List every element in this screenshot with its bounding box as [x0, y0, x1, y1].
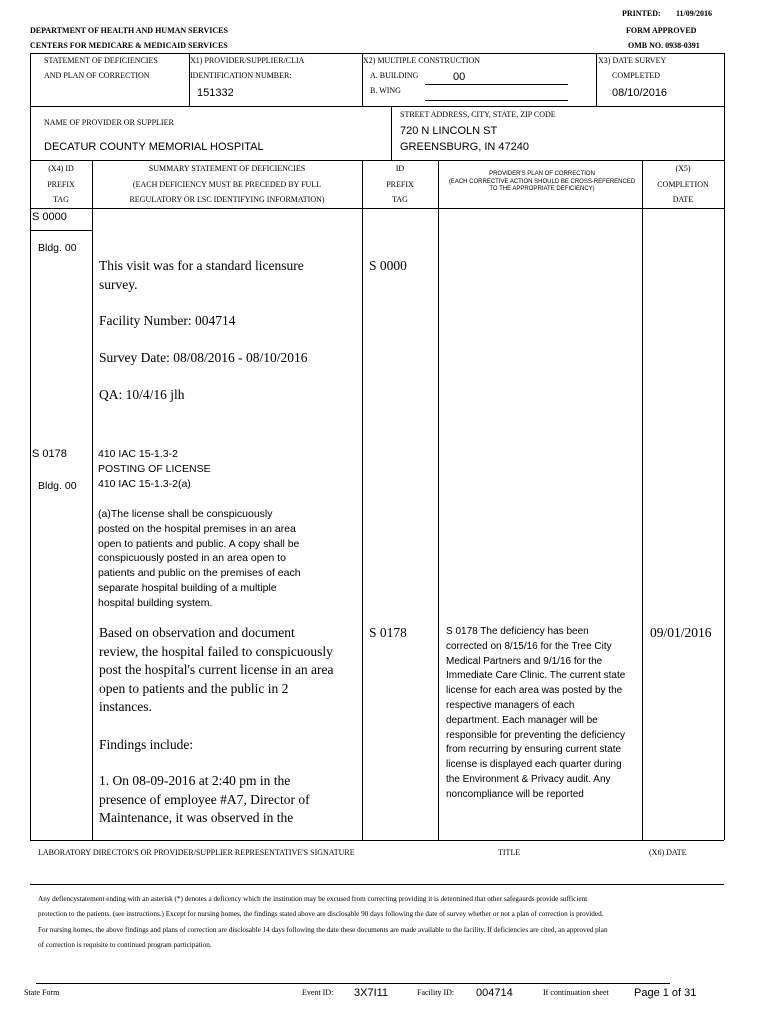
- statement-label-2: AND PLAN OF CORRECTION: [44, 71, 150, 80]
- printed-date: 11/09/2016: [676, 9, 713, 18]
- event-id-label: Event ID:: [302, 988, 334, 997]
- form-approved-label: FORM APPROVED: [626, 26, 697, 35]
- building-tag-2: Bldg. 00: [38, 480, 77, 492]
- building-value: 00: [453, 71, 466, 83]
- omb-number: OMB NO. 0938-0391: [628, 41, 700, 50]
- summary-header-2: (EACH DEFICIENCY MUST BE PRECEDED BY FULL: [132, 180, 322, 189]
- page-number: Page 1 of 31: [634, 987, 697, 999]
- facility-id-value: 004714: [476, 987, 513, 999]
- id-header-2: PREFIX: [386, 180, 414, 189]
- facility-id-label: Facility ID:: [417, 988, 455, 997]
- building-tag-1: Bldg. 00: [38, 242, 77, 254]
- findings-include: Findings include:: [99, 737, 194, 752]
- date-label: (X6) DATE: [649, 848, 687, 857]
- regulation-title: POSTING OF LICENSE: [98, 463, 211, 475]
- tag-prefix-1: S 0000: [32, 211, 67, 223]
- disclaimer-text: Any defiencystatement ending with an asterisk (*) denotes a deficency which the institution may be excused from correcting providing it is determined that other safegaurds provide sufficient protection to the patients. (see instructions.) Except for nursing homes, the findings stated above are disclosable 90 days following the date of survey whether or not a plan of correction is provided. For nursing homes, the above findings and plans of correction are disclosable 14 days following the date these documents are made available to the facility. If deficiencies are cited, an approved plan of correction is requisite to continued program participation.: [38, 895, 608, 949]
- centers-title: CENTERS FOR MEDICARE & MEDICAID SERVICES: [30, 41, 228, 50]
- qa-line: QA: 10/4/16 jlh: [99, 387, 185, 402]
- tag-prefix-2: S 0178: [32, 448, 67, 460]
- x5-header-1: (X5): [675, 164, 691, 173]
- title-label: TITLE: [498, 848, 521, 857]
- x5-header-2: COMPLETION: [657, 180, 709, 189]
- wing-label: B. WING: [370, 86, 401, 95]
- completion-date: 09/01/2016: [650, 625, 712, 640]
- facility-number: Facility Number: 004714: [99, 313, 236, 328]
- plan-of-correction: S 0178 The deficiency has been corrected on 8/15/16 for the Tree City Medical Partners and 9/1/16 for the Immediate Care Clinic. The current state license for each area was posted by the respective managers of each department. Each manager will be responsible for preventing the deficiency from recurring by ensuring current state license is displayed each quarter during the Environment & Privacy audit. Any noncompliance will be reported: [446, 626, 626, 800]
- x1-label: X1) PROVIDER/SUPPLIER/CLIA: [190, 56, 305, 65]
- summary-header-1: SUMMARY STATEMENT OF DEFICIENCIES: [148, 164, 306, 173]
- address-line-2: GREENSBURG, IN 47240: [400, 141, 529, 153]
- state-form-label: State Form: [24, 988, 60, 997]
- finding-text: Based on observation and document review, the hospital failed to conspicuously post the hospital's current license in an area open to patients and the public in 2 instances.: [99, 625, 334, 714]
- x4-header-3: TAG: [53, 195, 69, 204]
- provider-name: DECATUR COUNTY MEMORIAL HOSPITAL: [44, 141, 264, 153]
- id-tag-1: S 0000: [369, 258, 407, 273]
- id-tag-2: S 0178: [369, 625, 407, 640]
- plan-header-2: (EACH CORRECTIVE ACTION SHOULD BE CROSS-REFERENCED TO THE APPROPRIATE DEFICIENCY): [448, 179, 636, 192]
- address-label: STREET ADDRESS, CITY, STATE, ZIP CODE: [400, 110, 556, 119]
- visit-statement: This visit was for a standard licensure survey.: [99, 258, 304, 292]
- x3-label-2: COMPLETED: [612, 71, 660, 80]
- date-survey-completed: 08/10/2016: [612, 87, 668, 99]
- x4-header-2: PREFIX: [47, 180, 75, 189]
- x3-label: X3) DATE SURVEY: [598, 56, 667, 65]
- x5-header-3: DATE: [672, 195, 694, 204]
- survey-date: Survey Date: 08/08/2016 - 08/10/2016: [99, 350, 308, 365]
- event-id-value: 3X7I11: [354, 987, 389, 999]
- summary-header-3: REGULATORY OR LSC IDENTIFYING INFORMATION): [129, 195, 325, 204]
- printed-label: PRINTED:: [622, 9, 661, 18]
- x1-label-2: IDENTIFICATION NUMBER:: [190, 71, 292, 80]
- statement-label-1: STATEMENT OF DEFICIENCIES: [44, 56, 158, 65]
- x2-label: X2) MULTIPLE CONSTRUCTION: [363, 56, 481, 65]
- building-label: A. BUILDING: [370, 71, 419, 80]
- id-header-3: TAG: [392, 195, 408, 204]
- provider-name-label: NAME OF PROVIDER OR SUPPLIER: [44, 118, 174, 127]
- id-header-1: ID: [395, 164, 405, 173]
- department-title: DEPARTMENT OF HEALTH AND HUMAN SERVICES: [30, 26, 228, 35]
- provider-id-value: 151332: [197, 87, 234, 99]
- signature-label: LABORATORY DIRECTOR'S OR PROVIDER/SUPPLIER REPRESENTATIVE'S SIGNATURE: [38, 848, 355, 857]
- continuation-label: If continuation sheet: [543, 988, 609, 997]
- regulation-code: 410 IAC 15-1.3-2: [98, 448, 178, 460]
- finding-item-1: 1. On 08-09-2016 at 2:40 pm in the presence of employee #A7, Director of Maintenance, it was observed in the: [99, 773, 310, 825]
- regulation-subsection: 410 IAC 15-1.3-2(a): [98, 478, 191, 490]
- address-line-1: 720 N LINCOLN ST: [400, 125, 498, 137]
- plan-header-1: PROVIDER'S PLAN OF CORRECTION: [489, 171, 595, 177]
- x4-header-1: (X4) ID: [48, 164, 74, 173]
- regulation-text: (a)The license shall be conspicuously posted on the hospital premises in an area open to patients and public. A copy shall be conspicuously posted in an area open to patients and public on the premises of each separate hospital building of a multiple hospital building system.: [98, 508, 301, 609]
